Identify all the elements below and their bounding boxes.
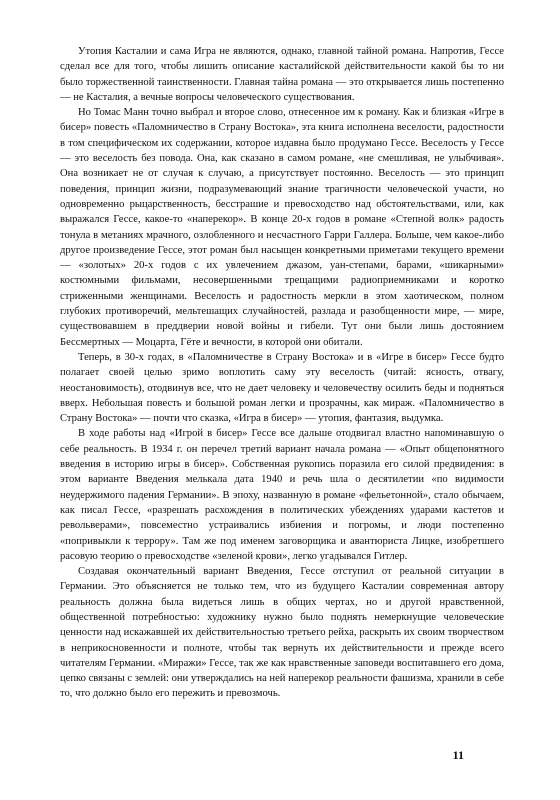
paragraph: Теперь, в 30-х годах, в «Паломничестве в Страну Востока» и в «Игре в бисер» Гессе будто полагает своей целью зримо воплотить саму эту веселость (читай: ясность, отвагу, неостановимость), отодвинув все, что не дает человеку и человечеству осилить беды и подняться вверх. Небольшая повесть и большой роман легки и прозрачны, как мираж. «Паломничество в Страну Востока» — почти что сказка, «Игра в бисер» — утопия, фантазия, выдумка. [60, 351, 504, 425]
paragraph: Но Томас Манн точно выбрал и второе слово, отнесенное им к роману. Как и близкая «Игре в бисер» повесть «Паломничество в Страну Востока», эта книга исполнена веселости, радостности в том специфическом их содержании, которое издавна было продумано Гессе. Веселость у Гессе — это веселость без повода. Она, как сказано в самом романе, «не смешливая, не улыбчивая». Она возникает не от случая к случаю, а присутствует постоянно. Веселость — это принцип поведения, принцип жизни, подразумевающий знание трагичности человеческой участи, но одновременно рыцарственность, бесстрашие и превосходство над обстоятельствами, или, как выражался Гессе, какое-то «наперекор». В конце 20-х годов в романе «Степной волк» радость тонула в метаниях мрачного, озлобленного и несчастного Гарри Галлера. Больше, чем какое-либо другое произведение Гессе, этот роман был насыщен конкретными приметами текущего времени — «золотых» 20-х годов с их увлечением джазом, уан-степами, барами, «шикарными» костюмными фильмами, несовершенными трещащими радиоприемниками и коротко стриженными женщинами. Веселость и радостность меркли в этом хаотическом, полном глубоких противоречий, мельтешащих случайностей, разлада и разобщенности мире, — мире, существовавшем в преддверии новой войны и гибели. Тут они были лишь достоянием Бессмертных — Моцарта, Гёте и вечности, в которой они обитали. [60, 107, 504, 348]
page-number: 11 [452, 748, 464, 762]
paragraph: Создавая окончательный вариант Введения, Гессе отступил от реальной ситуации в Германии. Это объясняется не только тем, что из будущего Касталии современная автору реальность должна была видеться лишь в общих чертах, но и другой нравственной, общественной потребностью: художнику нужно было поднять немеркнущие человеческие ценности над искажавшей их действительностью третьего рейха, раскрыть их своим творчеством в неприкосновенности и полноте, чтобы так вернуть их действительности и прежде всего читателям Германии. «Миражи» Гессе, так же как нравственные заповеди воспитавшего его дома, цепко связаны с землей: они утверждались на ней наперекор реальности фашизма, хранили в себе то, что должно было его пережить и превозмочь. [60, 566, 504, 700]
paragraph: Утопия Касталии и сама Игра не являются, однако, главной тайной романа. Напротив, Гессе сделал все для того, чтобы лишить описание касталийской действительности какой бы то ни было торжественной таинственности. Главная тайна романа — это открывается лишь постепенно — не Касталия, а вечные вопросы человеческого существования. [60, 46, 504, 103]
paragraph: В ходе работы над «Игрой в бисер» Гессе все дальше отодвигал властно напоминавшую о себе реальность. В 1934 г. он перечел третий вариант начала романа — «Опыт общепонятного введения в историю игры в бисер». Собственная рукопись поразила его силой предвидения: в этом варианте Введения мелькала дата 1940 и речь шла о десятилетии «по видимости неудержимого падения Германии». В эпоху, названную в романе «фельетонной», стало обычаем, как писал Гессе, «разрешать расхождения в политических убеждениях ударами кастетов и револьверами», повсеместно устраивались избиения и погромы, и люди постепенно «попривыкли к террору». Там же под именем заговорщика и авантюриста Лицке, изобретшего расовую теорию о превосходстве «зеленой крови», легко угадывался Гитлер. [60, 428, 504, 562]
